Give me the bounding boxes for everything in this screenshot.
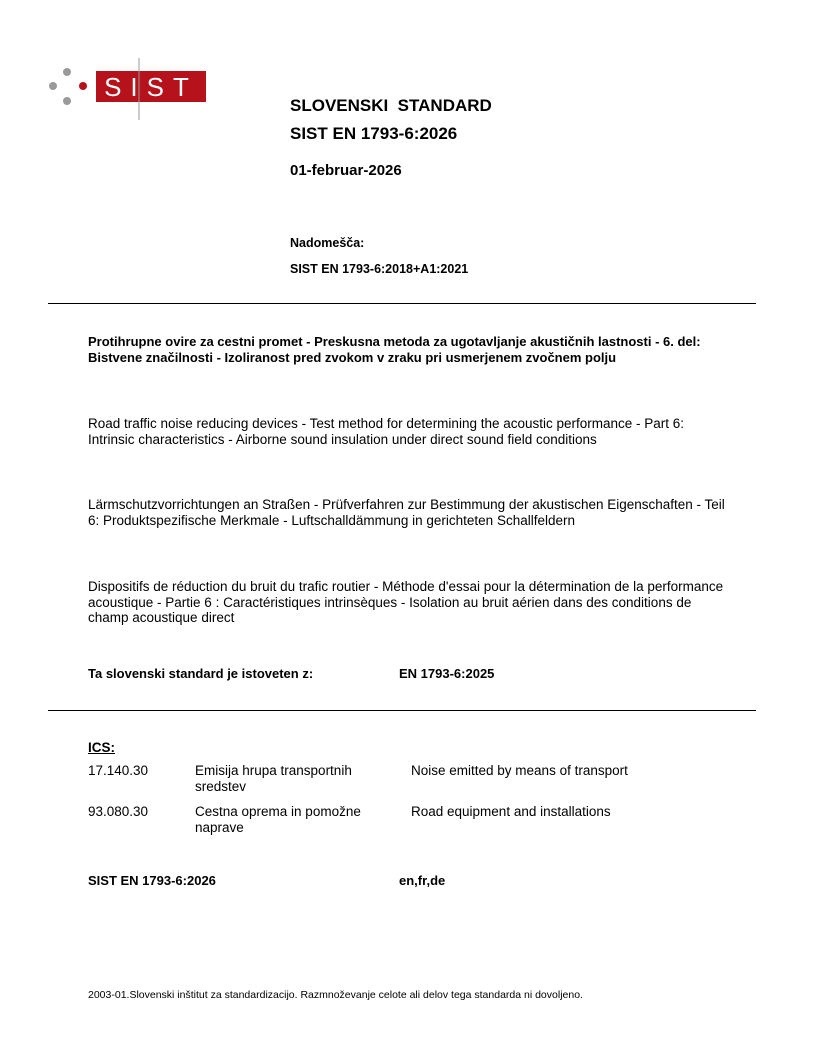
ics-description-en: Noise emitted by means of transport [411,763,628,778]
replaces-label: Nadomešča: [290,236,365,250]
ics-description-sl: Emisija hrupa transportnih sredstev [195,763,352,794]
logo-dot-red [79,82,87,90]
sist-logo [48,58,208,120]
standard-title: SLOVENSKI STANDARD [290,96,492,115]
ics-label: ICS: [88,740,115,755]
ics-description-sl: Cestna oprema in pomožne naprave [195,804,361,835]
footer-standard-code: SIST EN 1793-6:2026 [88,873,216,888]
divider-top [48,303,756,304]
title-slovenian: Protihrupne ovire za cestni promet - Preskusna metoda za ugotavljanje akustičnih lastnosti - 6. del: Bistvene značilnosti - Izoliranost pred zvokom v zraku pri usmerjenem zvočnem polju [88,334,701,365]
standard-date: 01-februar-2026 [290,162,402,179]
footer-languages: en,fr,de [399,873,446,888]
replaces-value: SIST EN 1793-6:2018+A1:2021 [290,262,469,276]
ics-code: 93.080.30 [88,804,149,819]
copyright-notice: 2003-01.Slovenski inštitut za standardizacijo. Razmnoževanje celote ali delov tega standarda ni dovoljeno. [88,989,583,1001]
logo-dot-left [49,82,57,90]
ics-code: 17.140.30 [88,763,149,778]
identical-value: EN 1793-6:2025 [399,666,495,681]
logo-wordmark: SIST [104,72,198,102]
logo-dot-top [63,68,71,76]
identical-label: Ta slovenski standard je istoveten z: [88,666,314,681]
title-french: Dispositifs de réduction du bruit du trafic routier - Méthode d'essai pour la détermination de la performance acoustique - Partie 6 : Caractéristiques intrinsèques - Isolation au bruit aérien dans des conditions de champ acoustique direct [88,579,724,625]
standard-code: SIST EN 1793-6:2026 [290,124,458,143]
ics-description-en: Road equipment and installations [411,804,611,819]
title-german: Lärmschutzvorrichtungen an Straßen - Prüfverfahren zur Bestimmung der akustischen Eigenschaften - Teil 6: Produktspezifische Merkmale - Luftschalldämmung in gerichteten Schallfeldern [88,497,725,528]
divider-bottom [48,710,756,711]
logo-dot-bottom [63,97,71,105]
title-english: Road traffic noise reducing devices - Test method for determining the acoustic performance - Part 6: Intrinsic characteristics - Airborne sound insulation under direct sound field conditions [88,416,685,447]
